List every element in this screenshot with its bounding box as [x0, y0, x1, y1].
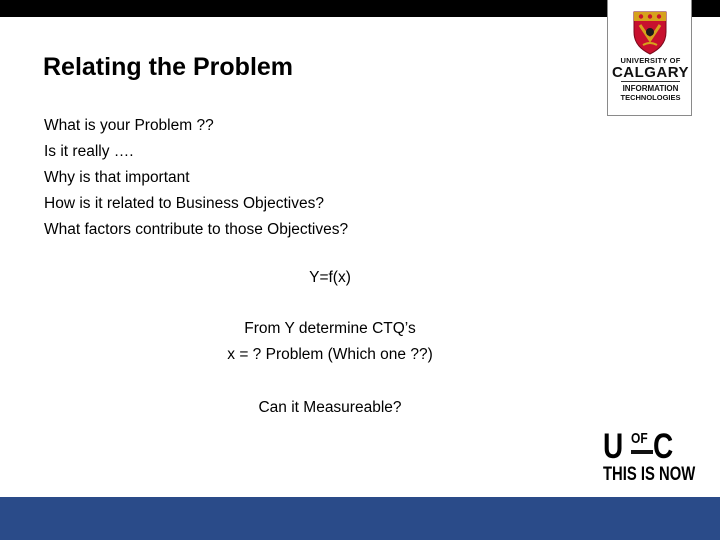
bullet-item: Is it really …. — [44, 143, 134, 160]
university-logo — [607, 0, 692, 116]
bullet-item: Why is that important — [44, 169, 190, 186]
crest-icon — [632, 10, 668, 55]
uofc-underline — [631, 450, 653, 454]
logo-technologies: TECHNOLOGIES — [620, 93, 681, 102]
measureable-question: Can it Measureable? — [258, 399, 402, 416]
logo-information: INFORMATION — [622, 84, 679, 93]
logo-divider — [621, 81, 680, 82]
uofc-of: OF — [631, 430, 648, 447]
logo-calgary: CALGARY — [611, 64, 690, 81]
problem-line: x = ? Problem (Which one ??) — [227, 346, 433, 363]
logo-university-of: UNIVERSITY OF — [620, 56, 681, 65]
formula-text: Y=f(x) — [309, 269, 351, 286]
uofc-u: U — [603, 427, 624, 466]
bullet-list — [44, 113, 348, 243]
bullet-item: What is your Problem ?? — [44, 117, 214, 134]
slide-title: Relating the Problem — [43, 53, 294, 81]
bullet-item: How is it related to Business Objectives? — [44, 195, 324, 212]
uofc-brand-logo — [603, 425, 703, 487]
bullet-item: What factors contribute to those Objectives? — [44, 221, 349, 238]
bottom-bar — [0, 497, 720, 540]
uofc-c: C — [653, 427, 674, 466]
brand-tagline: THIS IS NOW — [603, 464, 696, 485]
ctq-line: From Y determine CTQ’s — [244, 320, 416, 337]
